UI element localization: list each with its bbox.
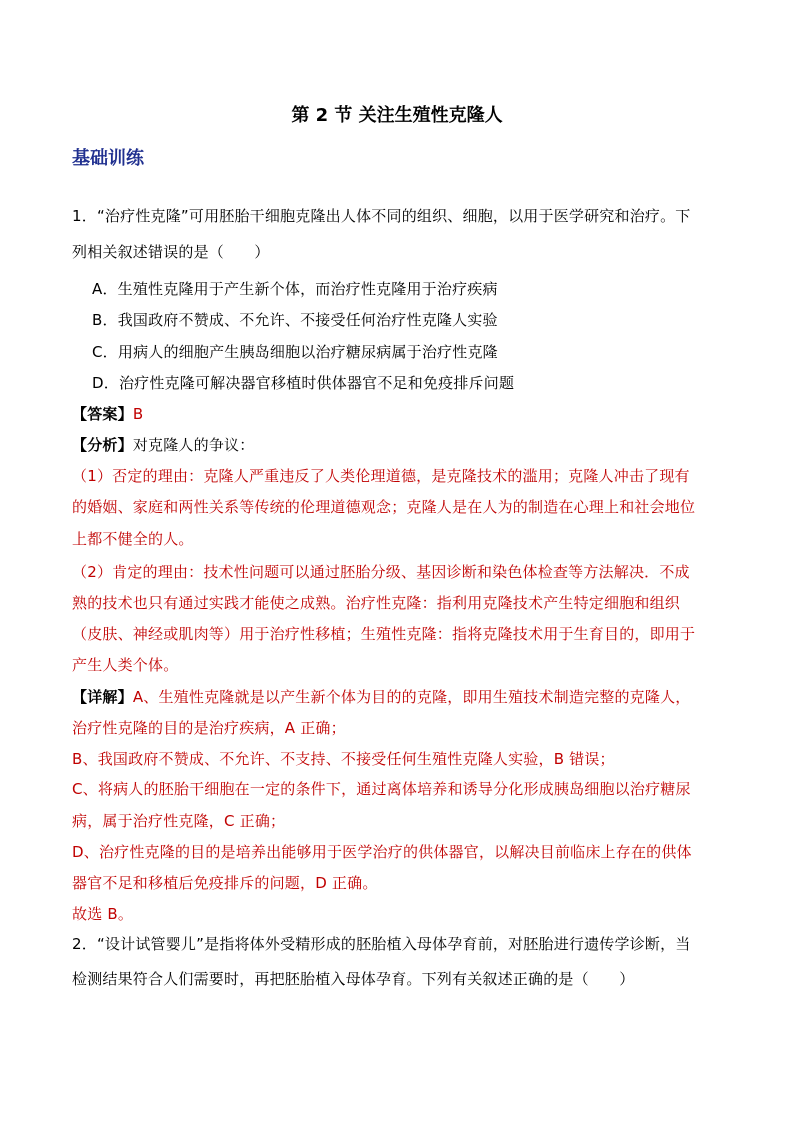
- detail-row: [72, 685, 690, 709]
- analysis-line-5: 熟的技术也只有通过实践才能使之成熟。治疗性克隆：指利用克隆技术产生特定细胞和组织: [72, 594, 681, 612]
- analysis-row: [72, 433, 254, 457]
- detail-line-7: 器官不足和移植后免疫排斥的问题，D 正确。: [72, 874, 378, 892]
- detail-line-1: A、生殖性克隆就是以产生新个体为目的的克隆，即用生殖技术制造完整的克隆人，: [132, 688, 691, 706]
- analysis-line-3: 上都不健全的人。: [72, 530, 194, 548]
- detail-tag: 【详解】: [72, 688, 133, 706]
- question-1-option-b: B．我国政府不赞成、不允许、不接受任何治疗性克隆人实验: [92, 311, 498, 329]
- analysis-line-7: 产生人类个体。: [72, 656, 179, 674]
- section-heading: 基础训练: [72, 148, 144, 169]
- answer-value: B: [132, 405, 144, 423]
- detail-line-2: 治疗性克隆的目的是治疗疾病，A 正确；: [72, 719, 346, 737]
- question-2-stem-line-1: 2．“设计试管婴儿”是指将体外受精形成的胚胎植入母体孕育前，对胚胎进行遗传学诊断，当: [72, 935, 691, 953]
- analysis-line-4: （2）肯定的理由：技术性问题可以通过胚胎分级、基因诊断和染色体检查等方法解决．不成: [72, 563, 690, 581]
- detail-line-4: C、将病人的胚胎干细胞在一定的条件下，通过离体培养和诱导分化形成胰岛细胞以治疗糖尿: [72, 780, 691, 798]
- question-1-option-c: C．用病人的细胞产生胰岛细胞以治疗糖尿病属于治疗性克隆: [92, 343, 498, 361]
- detail-line-3: B、我国政府不赞成、不允许、不支持、不接受任何生殖性克隆人实验，B 错误；: [72, 750, 615, 768]
- conclusion-line: 故选 B。: [72, 905, 134, 923]
- question-2-stem-line-2: 检测结果符合人们需要时，再把胚胎植入母体孕育。下列有关叙述正确的是（ ）: [72, 970, 635, 988]
- analysis-line-2: 的婚姻、家庭和两性关系等传统的伦理道德观念；克隆人是在人为的制造在心理上和社会地位: [72, 498, 696, 516]
- detail-line-6: D、治疗性克隆的目的是培养出能够用于医学治疗的供体器官，以解决目前临床上存在的供体: [72, 843, 692, 861]
- analysis-intro: 对克隆人的争议：: [132, 436, 255, 454]
- analysis-line-6: （皮肤、神经或肌肉等）用于治疗性移植；生殖性克隆：指将克隆技术用于生育目的，即用于: [72, 625, 696, 643]
- question-1-stem-line-2: 列相关叙述错误的是（ ）: [72, 243, 270, 261]
- question-1-option-d: D．治疗性克隆可解决器官移植时供体器官不足和免疫排斥问题: [92, 374, 515, 392]
- analysis-tag: 【分析】: [72, 436, 133, 454]
- analysis-line-1: （1）否定的理由：克隆人严重违反了人类伦理道德，是克隆技术的滥用；克隆人冲击了现有: [72, 467, 690, 485]
- answer-tag: 【答案】: [72, 405, 133, 423]
- question-1-option-a: A．生殖性克隆用于产生新个体，而治疗性克隆用于治疗疾病: [92, 280, 498, 298]
- detail-line-5: 病，属于治疗性克隆，C 正确；: [72, 812, 286, 830]
- answer-row: [72, 402, 143, 426]
- page-title: 第 2 节 关注生殖性克隆人: [291, 105, 503, 126]
- question-1-stem-line-1: 1．“治疗性克隆”可用胚胎干细胞克隆出人体不同的组织、细胞，以用于医学研究和治疗。下: [72, 207, 691, 225]
